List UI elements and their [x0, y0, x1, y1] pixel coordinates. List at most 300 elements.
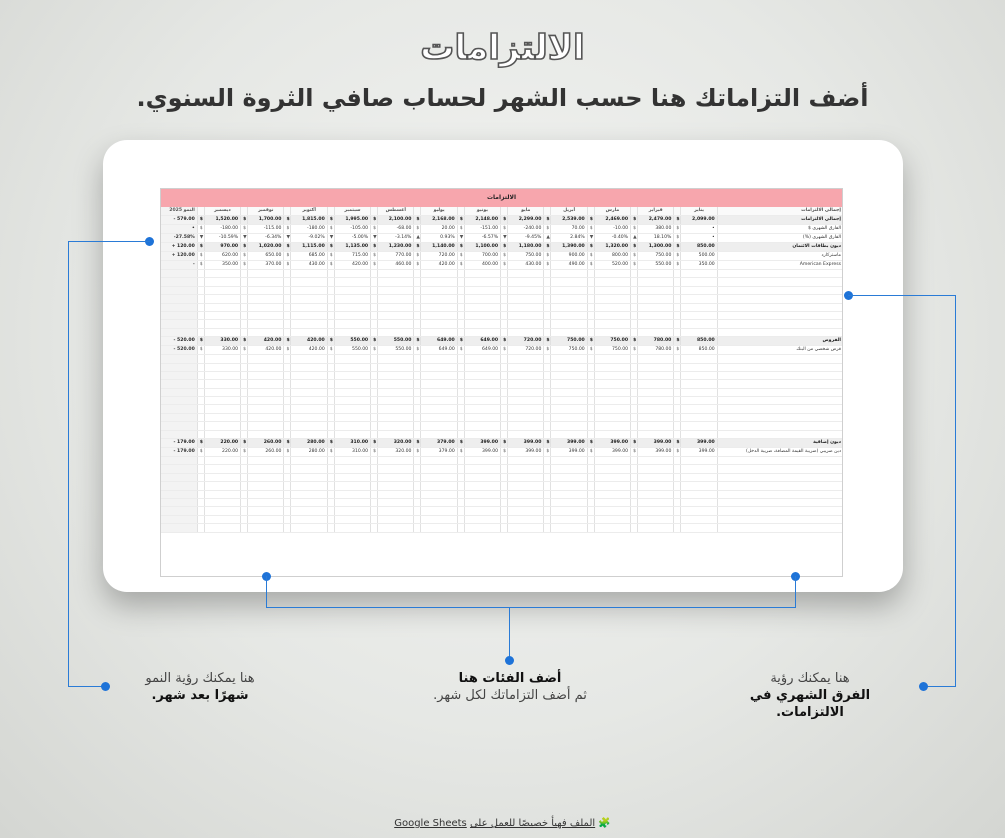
- currency-cell[interactable]: [284, 311, 291, 319]
- value-cell[interactable]: [638, 270, 674, 278]
- currency-cell[interactable]: [197, 311, 204, 319]
- value-cell[interactable]: [421, 465, 457, 473]
- growth-cell[interactable]: [161, 473, 197, 481]
- value-cell[interactable]: [508, 371, 544, 379]
- value-cell[interactable]: [204, 388, 240, 396]
- currency-cell[interactable]: [544, 388, 551, 396]
- value-cell[interactable]: 780.00: [638, 337, 674, 346]
- value-cell[interactable]: [334, 380, 370, 388]
- currency-cell[interactable]: [284, 515, 291, 523]
- value-cell[interactable]: 1,100.00: [464, 243, 500, 252]
- currency-cell[interactable]: [371, 270, 378, 278]
- currency-cell[interactable]: [371, 320, 378, 328]
- value-cell[interactable]: [594, 515, 630, 523]
- currency-cell[interactable]: [544, 303, 551, 311]
- value-cell[interactable]: [204, 465, 240, 473]
- currency-cell[interactable]: [327, 363, 334, 371]
- currency-cell[interactable]: [414, 413, 421, 421]
- currency-cell[interactable]: [501, 482, 508, 490]
- currency-cell[interactable]: [501, 371, 508, 379]
- currency-cell[interactable]: $: [501, 261, 508, 270]
- currency-cell[interactable]: [371, 422, 378, 430]
- currency-cell[interactable]: [197, 482, 204, 490]
- currency-cell[interactable]: [544, 371, 551, 379]
- currency-cell[interactable]: [414, 311, 421, 319]
- header-spacer[interactable]: [457, 207, 464, 216]
- value-cell[interactable]: 370.00: [248, 261, 284, 270]
- value-cell[interactable]: [421, 430, 457, 438]
- value-cell[interactable]: [291, 303, 327, 311]
- currency-cell[interactable]: $: [587, 261, 594, 270]
- currency-cell[interactable]: $: [241, 243, 248, 252]
- currency-cell[interactable]: [284, 413, 291, 421]
- growth-header[interactable]: النمو 2025: [161, 207, 197, 216]
- growth-cell[interactable]: [161, 524, 197, 532]
- currency-cell[interactable]: [544, 278, 551, 286]
- value-cell[interactable]: [681, 498, 717, 506]
- currency-cell[interactable]: $: [674, 346, 681, 355]
- value-cell[interactable]: [291, 311, 327, 319]
- currency-cell[interactable]: $: [284, 346, 291, 355]
- currency-cell[interactable]: [457, 430, 464, 438]
- currency-cell[interactable]: $: [371, 439, 378, 448]
- currency-cell[interactable]: [587, 482, 594, 490]
- value-cell[interactable]: 2,469.00: [594, 216, 630, 225]
- label-cell[interactable]: ماستركارد: [717, 252, 843, 261]
- currency-cell[interactable]: [241, 270, 248, 278]
- value-cell[interactable]: [681, 371, 717, 379]
- value-cell[interactable]: [204, 397, 240, 405]
- currency-cell[interactable]: [284, 286, 291, 294]
- currency-cell[interactable]: [544, 498, 551, 506]
- growth-cell[interactable]: [161, 422, 197, 430]
- value-cell[interactable]: [204, 311, 240, 319]
- value-cell[interactable]: 399.00: [638, 439, 674, 448]
- currency-cell[interactable]: [587, 397, 594, 405]
- value-cell[interactable]: [551, 507, 587, 515]
- month-header[interactable]: فبراير: [638, 207, 674, 216]
- value-cell[interactable]: [594, 498, 630, 506]
- currency-cell[interactable]: [631, 303, 638, 311]
- value-cell[interactable]: [508, 524, 544, 532]
- currency-cell[interactable]: [414, 430, 421, 438]
- growth-cell[interactable]: - 179.00: [161, 448, 197, 457]
- currency-cell[interactable]: [197, 515, 204, 523]
- value-cell[interactable]: -180.00: [204, 225, 240, 234]
- value-cell[interactable]: [681, 413, 717, 421]
- currency-cell[interactable]: [197, 430, 204, 438]
- currency-cell[interactable]: [674, 507, 681, 515]
- value-cell[interactable]: [594, 320, 630, 328]
- currency-cell[interactable]: [674, 524, 681, 532]
- growth-cell[interactable]: [161, 286, 197, 294]
- currency-cell[interactable]: $: [197, 346, 204, 355]
- currency-cell[interactable]: [457, 397, 464, 405]
- label-cell[interactable]: [717, 490, 843, 498]
- value-cell[interactable]: [681, 311, 717, 319]
- value-cell[interactable]: [638, 295, 674, 303]
- currency-cell[interactable]: [501, 507, 508, 515]
- value-cell[interactable]: 220.00: [204, 439, 240, 448]
- currency-cell[interactable]: [587, 457, 594, 465]
- currency-cell[interactable]: $: [457, 448, 464, 457]
- currency-cell[interactable]: [371, 465, 378, 473]
- currency-cell[interactable]: [197, 498, 204, 506]
- value-cell[interactable]: [204, 482, 240, 490]
- currency-cell[interactable]: [241, 397, 248, 405]
- currency-cell[interactable]: [197, 413, 204, 421]
- label-cell[interactable]: [717, 473, 843, 481]
- value-cell[interactable]: [464, 507, 500, 515]
- currency-cell[interactable]: $: [631, 216, 638, 225]
- value-cell[interactable]: [204, 413, 240, 421]
- currency-cell[interactable]: [414, 457, 421, 465]
- value-cell[interactable]: 420.00: [248, 346, 284, 355]
- currency-cell[interactable]: [457, 303, 464, 311]
- currency-cell[interactable]: [587, 303, 594, 311]
- currency-cell[interactable]: $: [501, 243, 508, 252]
- currency-cell[interactable]: [197, 270, 204, 278]
- value-cell[interactable]: [248, 430, 284, 438]
- currency-cell[interactable]: [674, 515, 681, 523]
- currency-cell[interactable]: [414, 482, 421, 490]
- currency-cell[interactable]: [284, 482, 291, 490]
- value-cell[interactable]: [291, 430, 327, 438]
- currency-cell[interactable]: $: [631, 448, 638, 457]
- currency-cell[interactable]: [631, 482, 638, 490]
- value-cell[interactable]: [378, 405, 414, 413]
- growth-cell[interactable]: [161, 355, 197, 363]
- value-cell[interactable]: [421, 498, 457, 506]
- growth-cell[interactable]: [161, 295, 197, 303]
- value-cell[interactable]: [291, 363, 327, 371]
- currency-cell[interactable]: [327, 380, 334, 388]
- currency-cell[interactable]: [544, 473, 551, 481]
- currency-cell[interactable]: [457, 422, 464, 430]
- value-cell[interactable]: [464, 422, 500, 430]
- value-cell[interactable]: [508, 422, 544, 430]
- value-cell[interactable]: [248, 388, 284, 396]
- value-cell[interactable]: [638, 405, 674, 413]
- growth-cell[interactable]: - 179.00: [161, 439, 197, 448]
- currency-cell[interactable]: $: [544, 346, 551, 355]
- value-cell[interactable]: [508, 465, 544, 473]
- value-cell[interactable]: [638, 388, 674, 396]
- value-cell[interactable]: [378, 515, 414, 523]
- value-cell[interactable]: 550.00: [334, 337, 370, 346]
- currency-cell[interactable]: [544, 490, 551, 498]
- value-cell[interactable]: [508, 380, 544, 388]
- currency-cell[interactable]: [457, 405, 464, 413]
- label-cell[interactable]: القروض: [717, 337, 843, 346]
- value-cell[interactable]: [681, 286, 717, 294]
- value-cell[interactable]: 650.00: [248, 252, 284, 261]
- value-cell[interactable]: [204, 457, 240, 465]
- value-cell[interactable]: [421, 405, 457, 413]
- currency-cell[interactable]: [241, 311, 248, 319]
- currency-cell[interactable]: [587, 413, 594, 421]
- value-cell[interactable]: [594, 388, 630, 396]
- value-cell[interactable]: 399.00: [464, 448, 500, 457]
- value-cell[interactable]: [594, 286, 630, 294]
- currency-cell[interactable]: [241, 413, 248, 421]
- month-header[interactable]: أبريل: [551, 207, 587, 216]
- currency-cell[interactable]: [241, 430, 248, 438]
- value-cell[interactable]: [508, 295, 544, 303]
- currency-cell[interactable]: [674, 473, 681, 481]
- currency-cell[interactable]: [327, 371, 334, 379]
- value-cell[interactable]: [334, 320, 370, 328]
- value-cell[interactable]: 0.93%: [421, 234, 457, 243]
- currency-cell[interactable]: [414, 473, 421, 481]
- value-cell[interactable]: 280.00: [291, 448, 327, 457]
- growth-cell[interactable]: [161, 320, 197, 328]
- currency-cell[interactable]: $: [501, 346, 508, 355]
- currency-cell[interactable]: $: [587, 225, 594, 234]
- currency-cell[interactable]: [327, 422, 334, 430]
- currency-cell[interactable]: [327, 397, 334, 405]
- value-cell[interactable]: [291, 371, 327, 379]
- month-header[interactable]: مارس: [594, 207, 630, 216]
- value-cell[interactable]: [291, 524, 327, 532]
- value-cell[interactable]: [681, 397, 717, 405]
- currency-cell[interactable]: [197, 278, 204, 286]
- currency-cell[interactable]: $: [544, 337, 551, 346]
- value-cell[interactable]: 280.00: [291, 439, 327, 448]
- currency-cell[interactable]: [457, 295, 464, 303]
- currency-cell[interactable]: $: [674, 234, 681, 243]
- value-cell[interactable]: [681, 355, 717, 363]
- value-cell[interactable]: [681, 303, 717, 311]
- currency-cell[interactable]: [241, 465, 248, 473]
- value-cell[interactable]: [508, 430, 544, 438]
- value-cell[interactable]: -240.00: [508, 225, 544, 234]
- currency-cell[interactable]: [457, 363, 464, 371]
- currency-cell[interactable]: $: [631, 261, 638, 270]
- currency-cell[interactable]: [587, 388, 594, 396]
- value-cell[interactable]: -0.40%: [594, 234, 630, 243]
- currency-cell[interactable]: [631, 498, 638, 506]
- growth-cell[interactable]: [161, 303, 197, 311]
- value-cell[interactable]: [248, 473, 284, 481]
- currency-cell[interactable]: [587, 515, 594, 523]
- currency-cell[interactable]: $: [414, 216, 421, 225]
- currency-cell[interactable]: $: [241, 346, 248, 355]
- currency-cell[interactable]: [284, 328, 291, 336]
- growth-cell[interactable]: - 520.00: [161, 337, 197, 346]
- value-cell[interactable]: [248, 363, 284, 371]
- currency-cell[interactable]: [241, 278, 248, 286]
- value-cell[interactable]: 780.00: [638, 346, 674, 355]
- currency-cell[interactable]: [284, 380, 291, 388]
- currency-cell[interactable]: $: [327, 337, 334, 346]
- value-cell[interactable]: [421, 303, 457, 311]
- growth-cell[interactable]: [161, 397, 197, 405]
- label-cell[interactable]: [717, 515, 843, 523]
- currency-cell[interactable]: [241, 482, 248, 490]
- currency-cell[interactable]: [631, 413, 638, 421]
- value-cell[interactable]: [248, 482, 284, 490]
- currency-cell[interactable]: [587, 507, 594, 515]
- currency-cell[interactable]: [457, 355, 464, 363]
- currency-cell[interactable]: [284, 465, 291, 473]
- value-cell[interactable]: [551, 355, 587, 363]
- currency-cell[interactable]: [241, 328, 248, 336]
- currency-cell[interactable]: [631, 270, 638, 278]
- currency-cell[interactable]: [674, 405, 681, 413]
- value-cell[interactable]: [508, 303, 544, 311]
- currency-cell[interactable]: [587, 465, 594, 473]
- value-cell[interactable]: [378, 430, 414, 438]
- value-cell[interactable]: [681, 363, 717, 371]
- value-cell[interactable]: -5.00%: [334, 234, 370, 243]
- value-cell[interactable]: [594, 303, 630, 311]
- currency-cell[interactable]: [501, 524, 508, 532]
- currency-cell[interactable]: [631, 422, 638, 430]
- value-cell[interactable]: [638, 397, 674, 405]
- value-cell[interactable]: [334, 295, 370, 303]
- currency-cell[interactable]: $: [327, 261, 334, 270]
- currency-cell[interactable]: [674, 363, 681, 371]
- value-cell[interactable]: 1,300.00: [638, 243, 674, 252]
- currency-cell[interactable]: [457, 380, 464, 388]
- value-cell[interactable]: [291, 498, 327, 506]
- value-cell[interactable]: 1,320.00: [594, 243, 630, 252]
- value-cell[interactable]: [334, 278, 370, 286]
- value-cell[interactable]: 900.00: [551, 252, 587, 261]
- currency-cell[interactable]: $: [457, 225, 464, 234]
- value-cell[interactable]: [681, 465, 717, 473]
- value-cell[interactable]: [334, 457, 370, 465]
- currency-cell[interactable]: [501, 278, 508, 286]
- currency-cell[interactable]: [327, 413, 334, 421]
- currency-cell[interactable]: [414, 295, 421, 303]
- currency-cell[interactable]: [371, 311, 378, 319]
- currency-cell[interactable]: [457, 286, 464, 294]
- value-cell[interactable]: [334, 482, 370, 490]
- growth-cell[interactable]: [161, 270, 197, 278]
- growth-cell[interactable]: - 520.00: [161, 346, 197, 355]
- currency-cell[interactable]: [241, 490, 248, 498]
- currency-cell[interactable]: [327, 473, 334, 481]
- currency-cell[interactable]: [327, 355, 334, 363]
- value-cell[interactable]: [551, 524, 587, 532]
- value-cell[interactable]: [638, 422, 674, 430]
- currency-cell[interactable]: [674, 482, 681, 490]
- currency-cell[interactable]: [414, 320, 421, 328]
- currency-cell[interactable]: [457, 482, 464, 490]
- currency-cell[interactable]: [501, 498, 508, 506]
- currency-cell[interactable]: [631, 371, 638, 379]
- currency-cell[interactable]: $: [674, 243, 681, 252]
- value-cell[interactable]: [508, 413, 544, 421]
- value-cell[interactable]: [551, 311, 587, 319]
- header-spacer[interactable]: [241, 207, 248, 216]
- value-cell[interactable]: [681, 507, 717, 515]
- value-cell[interactable]: [291, 490, 327, 498]
- label-cell[interactable]: الفارق الشهري (%): [717, 234, 843, 243]
- value-cell[interactable]: [378, 278, 414, 286]
- currency-cell[interactable]: [457, 473, 464, 481]
- value-cell[interactable]: [204, 270, 240, 278]
- currency-cell[interactable]: [674, 355, 681, 363]
- value-cell[interactable]: [681, 278, 717, 286]
- value-cell[interactable]: [551, 397, 587, 405]
- header-spacer[interactable]: [501, 207, 508, 216]
- value-cell[interactable]: [421, 457, 457, 465]
- currency-cell[interactable]: [197, 328, 204, 336]
- currency-cell[interactable]: [544, 457, 551, 465]
- currency-cell[interactable]: [631, 405, 638, 413]
- currency-cell[interactable]: $: [327, 252, 334, 261]
- value-cell[interactable]: 399.00: [681, 448, 717, 457]
- currency-cell[interactable]: [631, 515, 638, 523]
- currency-cell[interactable]: [241, 524, 248, 532]
- value-cell[interactable]: 800.00: [594, 252, 630, 261]
- currency-cell[interactable]: $: [284, 448, 291, 457]
- value-cell[interactable]: [421, 270, 457, 278]
- value-cell[interactable]: 770.00: [378, 252, 414, 261]
- value-cell[interactable]: [508, 320, 544, 328]
- currency-cell[interactable]: $: [241, 261, 248, 270]
- currency-cell[interactable]: [414, 405, 421, 413]
- currency-cell[interactable]: $: [197, 439, 204, 448]
- value-cell[interactable]: 970.00: [204, 243, 240, 252]
- currency-cell[interactable]: [631, 295, 638, 303]
- currency-cell[interactable]: [371, 524, 378, 532]
- value-cell[interactable]: [681, 524, 717, 532]
- value-cell[interactable]: [378, 457, 414, 465]
- currency-cell[interactable]: [544, 397, 551, 405]
- currency-cell[interactable]: [631, 465, 638, 473]
- value-cell[interactable]: [334, 355, 370, 363]
- value-cell[interactable]: [594, 380, 630, 388]
- currency-cell[interactable]: [414, 388, 421, 396]
- value-cell[interactable]: [378, 270, 414, 278]
- currency-cell[interactable]: [284, 270, 291, 278]
- currency-cell[interactable]: [241, 295, 248, 303]
- currency-cell[interactable]: [631, 457, 638, 465]
- currency-cell[interactable]: [327, 430, 334, 438]
- currency-cell[interactable]: [241, 363, 248, 371]
- value-cell[interactable]: [594, 507, 630, 515]
- value-cell[interactable]: [204, 405, 240, 413]
- currency-cell[interactable]: $: [457, 252, 464, 261]
- value-cell[interactable]: [378, 388, 414, 396]
- currency-cell[interactable]: [371, 490, 378, 498]
- currency-cell[interactable]: $: [371, 225, 378, 234]
- value-cell[interactable]: 399.00: [551, 439, 587, 448]
- value-cell[interactable]: 550.00: [334, 346, 370, 355]
- currency-cell[interactable]: [241, 380, 248, 388]
- currency-cell[interactable]: $: [284, 225, 291, 234]
- value-cell[interactable]: [291, 482, 327, 490]
- value-cell[interactable]: [681, 430, 717, 438]
- value-cell[interactable]: [378, 397, 414, 405]
- value-cell[interactable]: [594, 413, 630, 421]
- growth-cell[interactable]: [161, 328, 197, 336]
- value-cell[interactable]: 2,168.00: [421, 216, 457, 225]
- value-cell[interactable]: [464, 303, 500, 311]
- currency-cell[interactable]: $: [241, 439, 248, 448]
- value-cell[interactable]: 330.00: [204, 346, 240, 355]
- month-header[interactable]: أغسطس: [378, 207, 414, 216]
- currency-cell[interactable]: [674, 465, 681, 473]
- value-cell[interactable]: 2,479.00: [638, 216, 674, 225]
- currency-cell[interactable]: [631, 380, 638, 388]
- value-cell[interactable]: [421, 363, 457, 371]
- value-cell[interactable]: [421, 278, 457, 286]
